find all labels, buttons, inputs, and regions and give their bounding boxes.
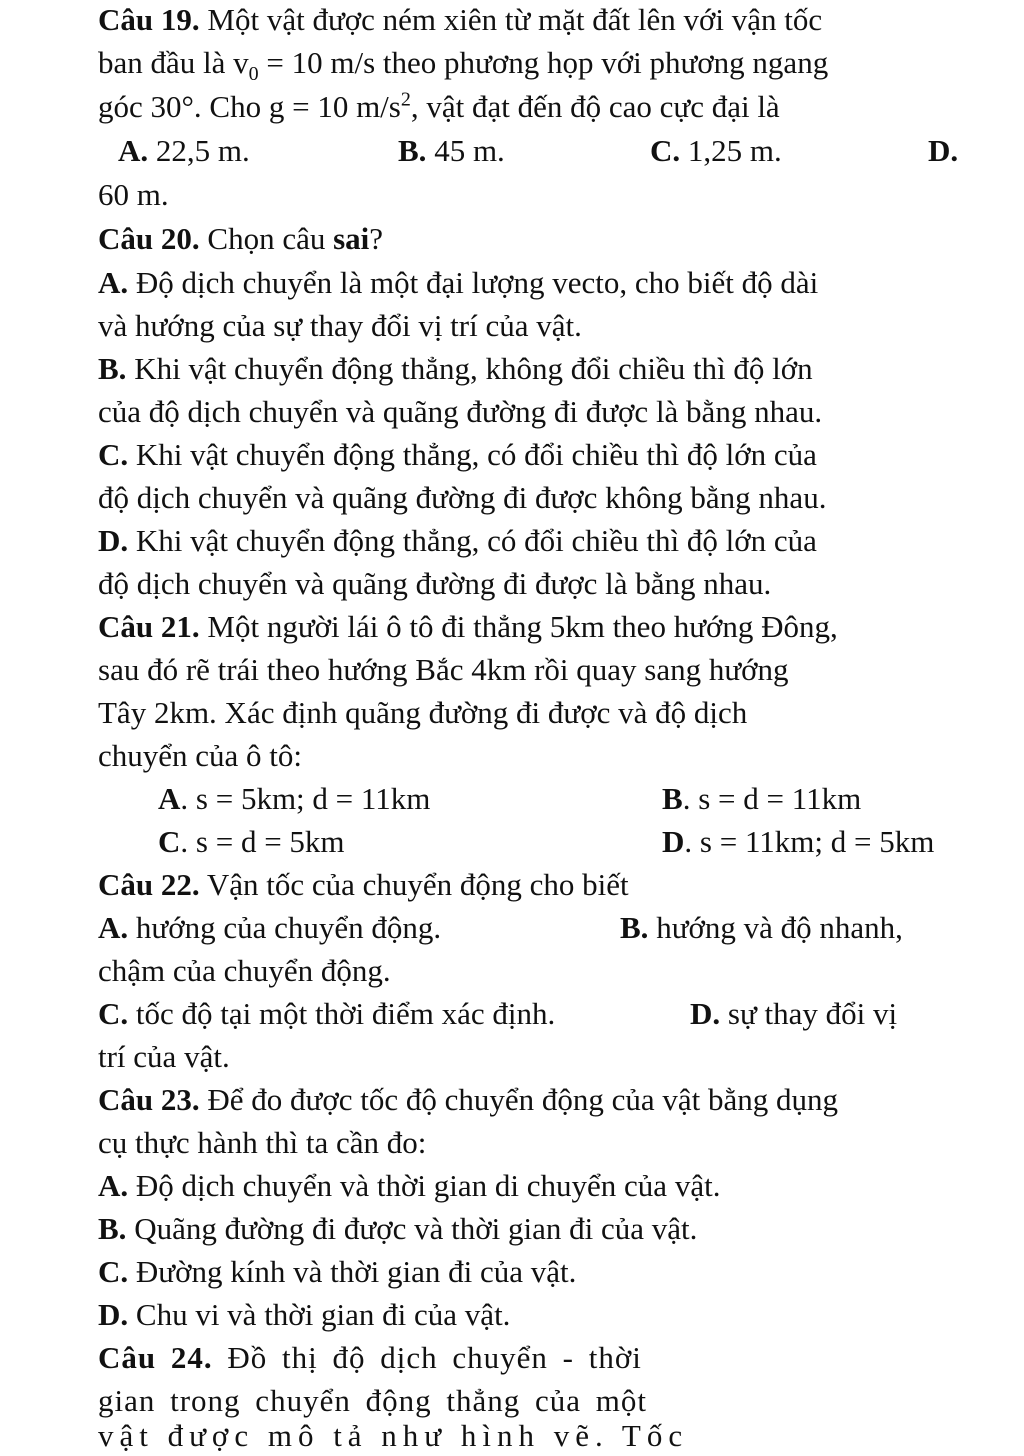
q22-label: Câu 22.: [98, 867, 200, 902]
q23-option-c: C. Đường kính và thời gian đi của vật.: [98, 1254, 577, 1289]
q19-option-a: A. 22,5 m.: [118, 133, 250, 168]
q20-option-a-line-2: và hướng của sự thay đổi vị trí của vật.: [98, 308, 582, 343]
q19-label: Câu 19.: [98, 2, 200, 37]
q24-label: Câu 24.: [98, 1340, 213, 1375]
q21-line-1: Câu 21. Một người lái ô tô đi thẳng 5km theo hướng Đông,: [98, 609, 838, 644]
q24-line-2: gian trong chuyển động thẳng của một: [98, 1383, 647, 1418]
q22-option-d: D. sự thay đổi vị: [690, 996, 898, 1031]
q22-stem: Câu 22. Vận tốc của chuyển động cho biết: [98, 867, 629, 902]
q22-option-b: B. hướng và độ nhanh,: [620, 910, 903, 945]
q19-line-3: góc 30°. Cho g = 10 $m/s^2$, vật đạt đến độ cao cực đại là: [98, 88, 780, 124]
q21-option-b: B. s = d = 11km: [662, 781, 862, 816]
q21-option-d: D. s = 11km; d = 5km: [662, 824, 935, 859]
q19-option-d-text: 60 m.: [98, 177, 169, 212]
q24-line-1: Câu 24. Đồ thị độ dịch chuyển - thời: [98, 1340, 642, 1375]
q22-option-a: A. hướng của chuyển động.: [98, 910, 442, 945]
q19-option-d-label: D.: [928, 133, 959, 168]
q20-stem: Câu 20. Chọn câu sai?: [98, 221, 384, 256]
q22-option-b-cont: chậm của chuyển động.: [98, 953, 391, 988]
q22-option-d-cont: trí của vật.: [98, 1039, 230, 1074]
q20-option-c-line-1: C. Khi vật chuyển động thẳng, có đổi chiều thì độ lớn của: [98, 437, 817, 472]
q24-line-3-cutoff: vật được mô tả như hình vẽ. Tốc: [98, 1418, 689, 1453]
q21-option-a: A. s = 5km; d = 11km: [158, 781, 431, 816]
q21-line-2: sau đó rẽ trái theo hướng Bắc 4km rồi quay sang hướng: [98, 652, 789, 687]
q23-line-1: Câu 23. Để đo được tốc độ chuyển động của vật bằng dụng: [98, 1082, 839, 1117]
q19-option-b: B. 45 m.: [398, 133, 505, 168]
q23-option-d: D. Chu vi và thời gian đi của vật.: [98, 1297, 511, 1332]
q20-option-d-line-2: độ dịch chuyển và quãng đường đi được là bằng nhau.: [98, 566, 772, 601]
q20-option-a-line-1: A. Độ dịch chuyển là một đại lượng vecto, cho biết độ dài: [98, 265, 819, 300]
q23-line-2: cụ thực hành thì ta cần đo:: [98, 1125, 427, 1160]
q20-option-b-line-1: B. Khi vật chuyển động thẳng, không đổi chiều thì độ lớn: [98, 351, 813, 386]
q21-option-c: C. s = d = 5km: [158, 824, 345, 859]
q21-line-4: chuyển của ô tô:: [98, 738, 303, 773]
q19-line-1: Câu 19. Một vật được ném xiên từ mặt đất lên với vận tốc: [98, 2, 823, 37]
q19-line-2: ban đầu là $v_0 = 10$ m/s theo phương họp với phương ngang: [98, 45, 829, 86]
q23-option-a: A. Độ dịch chuyển và thời gian di chuyển của vật.: [98, 1168, 721, 1203]
q20-option-b-line-2: của độ dịch chuyển và quãng đường đi được là bằng nhau.: [98, 394, 823, 429]
q20-label: Câu 20.: [98, 221, 200, 256]
q23-option-b: B. Quãng đường đi được và thời gian đi của vật.: [98, 1211, 698, 1246]
q20-option-d-line-1: D. Khi vật chuyển động thẳng, có đổi chiều thì độ lớn của: [98, 523, 817, 558]
q21-line-3: Tây 2km. Xác định quãng đường đi được và độ dịch: [98, 695, 748, 730]
q23-label: Câu 23.: [98, 1082, 200, 1117]
q20-option-c-line-2: độ dịch chuyển và quãng đường đi được không bằng nhau.: [98, 480, 827, 515]
q22-option-c: C. tốc độ tại một thời điểm xác định.: [98, 996, 556, 1031]
q19-option-c: C. 1,25 m.: [650, 133, 782, 168]
q21-label: Câu 21.: [98, 609, 200, 644]
